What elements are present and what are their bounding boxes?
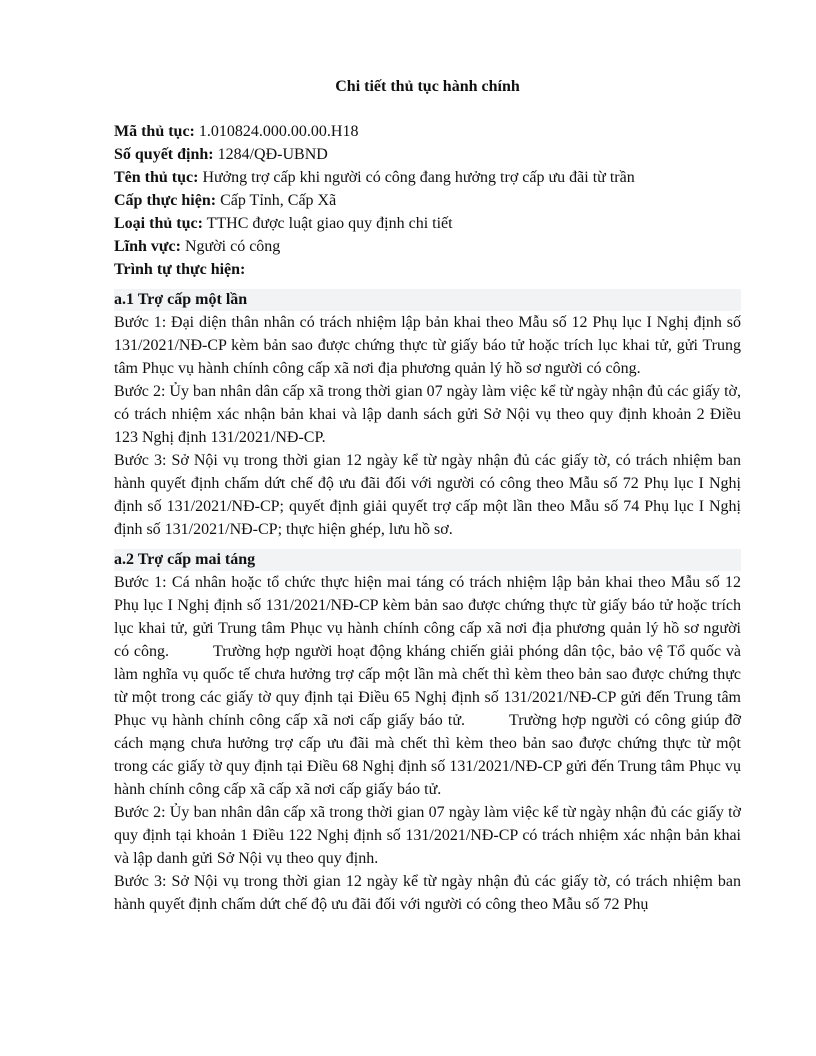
step-3: Bước 3: Sở Nội vụ trong thời gian 12 ngày kể từ ngày nhận đủ các giấy tờ, có trách nhiệm ban hành quyết định chấm dứt chế độ ưu đãi đối với người có công theo Mẫu số 72 Phụ lục I Nghị định số 131/2021/NĐ-CP; quyết định giải quyết trợ cấp một lần theo Mẫu số 74 Phụ lục I Nghị định số 131/2021/NĐ-CP; thực hiện ghép, lưu hồ sơ. [114,452,741,538]
meta-value: Người có công [180,238,281,255]
meta-label: Tên thủ tục: [114,169,199,186]
step-3: Bước 3: Sở Nội vụ trong thời gian 12 ngày kể từ ngày nhận đủ các giấy tờ, có trách nhiệm ban hành quyết định chấm dứt chế độ ưu đãi đối với người có công theo Mẫu số 72 Phụ [114,873,741,913]
section-heading: a.2 Trợ cấp mai táng [114,549,741,571]
meta-label: Loại thủ tục: [114,215,203,232]
meta-procedure-sequence [114,258,741,281]
step-2: Bước 2: Ủy ban nhân dân cấp xã trong thời gian 07 ngày làm việc kể từ ngày nhận đủ các giấy tờ quy định tại khoản 1 Điều 122 Nghị định số 131/2021/NĐ-CP có trách nhiệm xác nhận bản khai và lập danh gửi Sở Nội vụ theo quy định. [114,804,741,867]
meta-value: Cấp Tỉnh, Cấp Xã [216,192,337,209]
step-1-case-helper: Trường hợp người có công giúp đỡ cách mạng chưa hưởng trợ cấp ưu đãi mà chết thì kèm theo bản sao được chứng thực từ một trong các giấy tờ quy định tại Điều 68 Nghị định số 131/2021/NĐ-CP gửi đến Trung tâm Phục vụ hành chính công cấp xã cấp xã nơi cấp giấy báo tử. [114,712,741,798]
step-2: Bước 2: Ủy ban nhân dân cấp xã trong thời gian 07 ngày làm việc kể từ ngày nhận đủ các giấy tờ, có trách nhiệm xác nhận bản khai và lập danh sách gửi Sở Nội vụ theo quy định khoản 2 Điều 123 Nghị định 131/2021/NĐ-CP. [114,383,741,446]
step-1 [114,571,741,801]
meta-procedure-name [114,166,741,189]
meta-label: Cấp thực hiện: [114,192,217,209]
meta-implementation-level [114,189,741,212]
meta-decision-number [114,143,741,166]
meta-label: Mã thủ tục: [114,123,195,140]
meta-label: Trình tự thực hiện: [114,261,246,278]
meta-label: Lĩnh vực: [114,238,181,255]
procedure-metadata [114,120,741,281]
document-page [114,77,741,916]
meta-label: Số quyết định: [114,146,214,163]
meta-procedure-code [114,120,741,143]
section-heading: a.1 Trợ cấp một lần [114,289,741,311]
meta-value: 1284/QĐ-UBND [213,146,328,163]
meta-procedure-type [114,212,741,235]
document-title: Chi tiết thủ tục hành chính [335,78,520,95]
meta-field [114,235,741,258]
meta-value: Hưởng trợ cấp khi người có công đang hưởng trợ cấp ưu đãi từ trần [198,169,635,186]
step-1-main: Bước 1: Cá nhân hoặc tổ chức thực hiện mai táng có trách nhiệm lập bản khai theo Mẫu số 12 Phụ lục I Nghị định số 131/2021/NĐ-CP kèm bản sao được chứng thực từ giấy báo tử hoặc trích lục khai tử, gửi Trung tâm Phục vụ hành chính công cấp xã nơi địa phương quản lý hồ sơ người có công. [114,574,741,660]
step-1-case-resistance: Trường hợp người hoạt động kháng chiến giải phóng dân tộc, bảo vệ Tổ quốc và làm nghĩa vụ quốc tế chưa hưởng trợ cấp một lần mà chết thì kèm theo bản sao được chứng thực từ một trong các giấy tờ quy định tại Điều 65 Nghị định số 131/2021/NĐ-CP gửi đến Trung tâm Phục vụ hành chính công cấp xã nơi cấp giấy báo tử. [114,643,741,729]
meta-value: 1.010824.000.00.00.H18 [194,123,359,140]
step-1: Bước 1: Đại diện thân nhân có trách nhiệm lập bản khai theo Mẫu số 12 Phụ lục I Nghị định số 131/2021/NĐ-CP kèm bản sao được chứng thực từ giấy báo tử hoặc trích lục khai tử, gửi Trung tâm Phục vụ hành chính công cấp xã nơi địa phương quản lý hồ sơ người có công. [114,314,741,377]
section-funeral-allowance [114,549,741,916]
meta-value: TTHC được luật giao quy định chi tiết [202,215,453,232]
section-one-time-allowance [114,289,741,541]
